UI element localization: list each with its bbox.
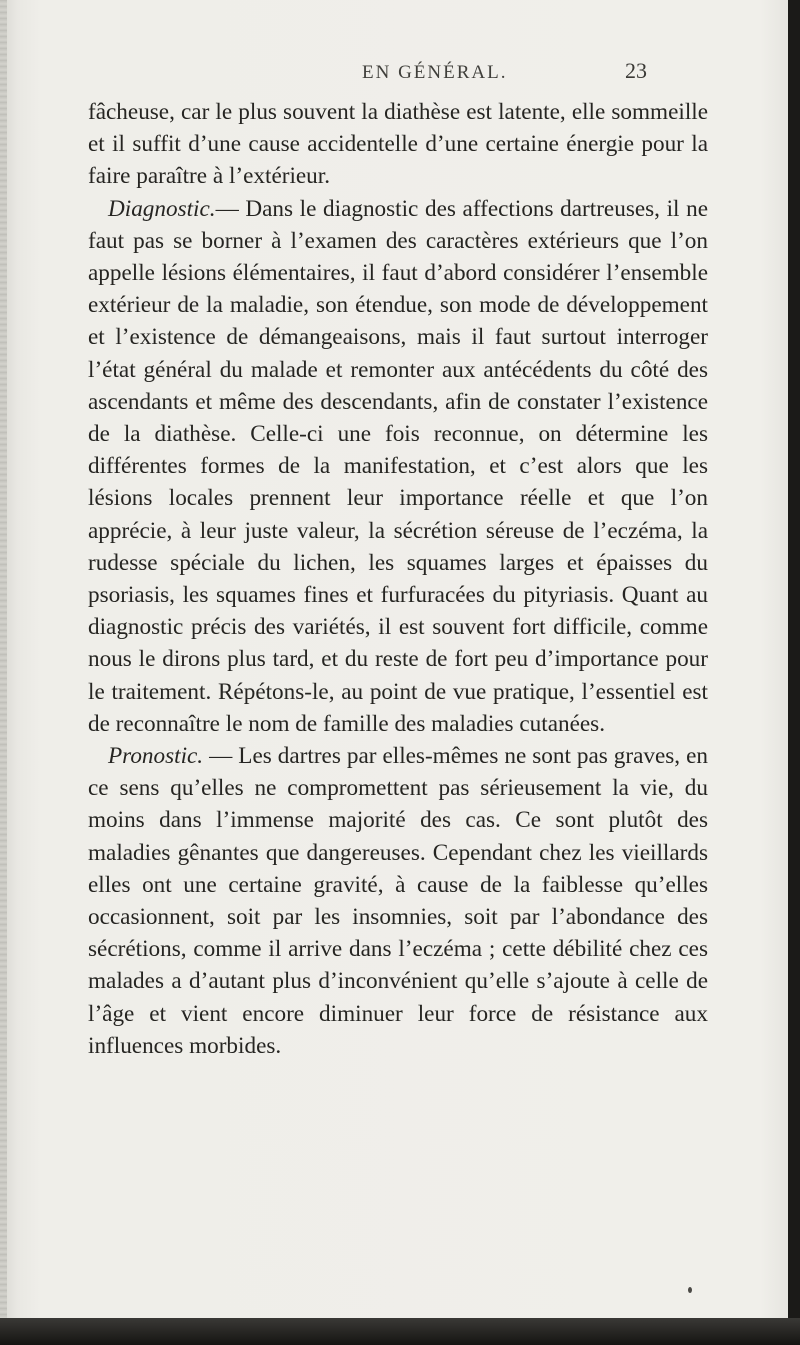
page-number: 23 bbox=[625, 58, 647, 83]
diagnostic-heading: Diagnostic. bbox=[108, 195, 216, 222]
diagnostic-text: — Dans le diagnostic des affections dartreuses, il ne faut pas se borner à l’examen des caractères extérieurs que l’on appelle lésions élémentaires, il faut d’abord considérer l’ensemble extérieur de la maladie, son étendue, son mode de développement et l’existence de démangeaisons, mais il faut surtout interroger l’état général du malade et remonter aux antécédents du côté des ascendants et même des descendants, afin de constater l’existence de la diathèse. Celle-ci une fois reconnue, on détermine les différentes formes de la manifestation, et c’est alors que les lésions locales prennent leur importance réelle et que l’on apprécie, à leur juste valeur, la sécrétion séreuse de l’eczéma, la rudesse spéciale du lichen, les squames larges et épaisses du psoriasis, les squames fines et furfuracées du pityriasis. Quant au diagnostic précis des variétés, il est souvent fort difficile, comme nous le dirons plus tard, et du reste de fort peu d’importance pour le traitement. Répétons-le, au point de vue pratique, l’essentiel est de reconnaître le nom de famille des maladies cutanées. bbox=[88, 195, 708, 737]
pronostic-heading: Pronostic. bbox=[108, 743, 204, 770]
body-text bbox=[88, 96, 708, 1062]
page-header bbox=[0, 58, 800, 88]
ink-spot bbox=[688, 1287, 692, 1293]
running-head: EN GÉNÉRAL. bbox=[362, 62, 508, 83]
paragraph-intro-text: fâcheuse, car le plus souvent la diathèse est latente, elle sommeille et il suffit d’une cause accidentelle d’une certaine énergie pour la faire paraître à l’extérieur. bbox=[88, 99, 708, 190]
paragraph-intro bbox=[88, 96, 708, 193]
page-right-edge bbox=[788, 0, 800, 1345]
paragraph-diagnostic bbox=[88, 193, 708, 740]
pronostic-text: — Les dartres par elles-mêmes ne sont pas graves, en ce sens qu’elles ne compromettent pas sérieusement la vie, du moins dans l’immense majorité des cas. Ce sont plutôt des maladies gênantes que dangereuses. Cependant chez les vieillards elles ont une certaine gravité, à cause de la faiblesse qu’elles occasionnent, soit par les insomnies, soit par l’abondance des sécrétions, comme il arrive dans l’eczéma ; cette débilité chez ces malades a d’autant plus d’inconvénient qu’elle s’ajoute à celle de l’âge et vient encore diminuer leur force de résistance aux influences morbides. bbox=[88, 743, 708, 1059]
paragraph-pronostic bbox=[88, 740, 708, 1062]
page-left-edge bbox=[0, 0, 7, 1345]
page-bottom-shadow bbox=[0, 1318, 800, 1345]
